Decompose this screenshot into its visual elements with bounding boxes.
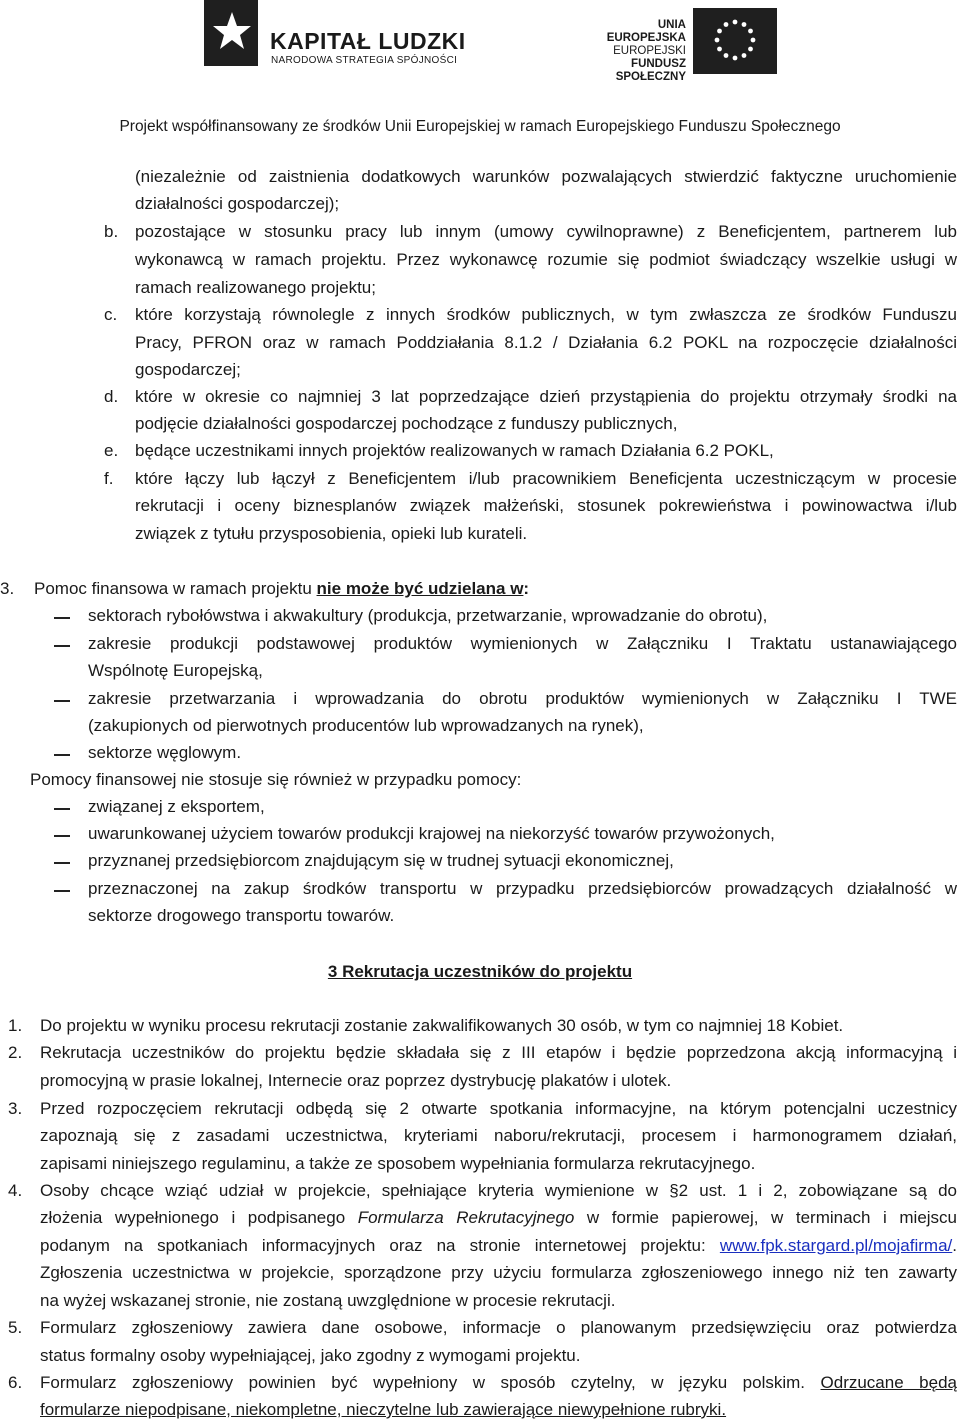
- cofinancing-banner: Projekt współfinansowany ze środków Unii Europejskiej w ramach Europejskiego Funduszu Społecznego: [119, 118, 841, 135]
- text-span: złożenia wypełnionego i podpisanego: [40, 1208, 346, 1227]
- text-line: Osoby chcące wziąć udział w projekcie, spełniające kryteria wymienione w §2 ust. 1 i 2, zobowiązane są do: [40, 1181, 957, 1200]
- text-line: Przed rozpoczęciem rekrutacji odbędą się 2 otwarte spotkania informacyjne, na którym potencjalni uczestnicy: [40, 1099, 957, 1118]
- text-line: status formalny osoby wypełniającej, jako zgodny z wymogami projektu.: [40, 1346, 581, 1365]
- text-line: formularze niepodpisane, niekompletne, nieczytelne lub zawierające niewypełnione rubryki.: [40, 1400, 727, 1419]
- eu-line-2: EUROPEJSKI: [613, 45, 686, 57]
- text-line: działalności gospodarczej);: [135, 194, 340, 213]
- text-line: uwarunkowanej użyciem towarów produkcji krajowej na niekorzyść towarów przywożonych,: [88, 824, 775, 843]
- dash-bullet: [54, 890, 70, 892]
- text-line: Zgłoszenia uczestnictwa w projekcie, sporządzone przy użyciu formularza zgłoszeniowego innego niż ten zawarty: [40, 1263, 957, 1282]
- list-label: f.: [104, 469, 114, 488]
- text-line: przyznanej przedsiębiorcom znajdującym się w trudnej sytuacji ekonomicznej,: [88, 851, 674, 870]
- text-line: promocyjną w prasie lokalnej, Internecie oraz poprzez dystrybucję plakatów i ulotek.: [40, 1071, 672, 1090]
- text-line: Do projektu w wyniku procesu rekrutacji zostanie zakwalifikowanych 30 osób, w tym co najmniej 18 Kobiet.: [40, 1016, 844, 1035]
- text-line: będące uczestnikami innych projektów realizowanych w ramach Działania 6.2 POKL,: [135, 441, 774, 460]
- text-line: podjęcie działalności gospodarczej pochodzące z funduszy publicznych,: [135, 414, 678, 433]
- text-line: które łączy lub łączył z Beneficjentem i/lub pracownikiem Beneficjenta uczestniczącym w procesie: [135, 469, 957, 488]
- list-label: b.: [104, 222, 119, 241]
- list-label: e.: [104, 441, 119, 460]
- dash-bullet: [54, 645, 70, 647]
- emphasis-span: Odrzucane będą: [820, 1373, 957, 1392]
- text-line: ramach realizowanego projektu;: [135, 278, 376, 297]
- text-line: na wyżej wskazanej stronie, nie zostaną uwzględnione w procesie rekrutacji.: [40, 1291, 616, 1310]
- kapital-ludzki-subtitle: NARODOWA STRATEGIA SPÓJNOŚCI: [271, 55, 458, 66]
- text-line: [40, 1373, 957, 1393]
- text-line: Wspólnotę Europejską,: [88, 661, 263, 680]
- emphasis-span: nie może być udzielana w: [316, 579, 524, 598]
- text-line: zapisami niniejszego regulaminu, a także ze sposobem wypełniania formularza rekrutacyjnego.: [40, 1154, 756, 1173]
- text-span: w formie papierowej, w terminach i miejscu: [586, 1208, 958, 1227]
- text-line: Rekrutacja uczestników do projektu będzie składała się z III etapów i będzie poprzedzona akcją informacyjną i: [40, 1043, 957, 1062]
- text-span: Pomoc finansowa w ramach projektu: [34, 579, 312, 598]
- text-line: Formularz zgłoszeniowy zawiera dane osobowe, informacje o planowanym przedsięwzięciu oraz potwierdza: [40, 1318, 957, 1337]
- text-line: zakresie przetwarzania i wprowadzania do obrotu produktów wymienionych w Załączniku I TWE: [88, 689, 957, 708]
- text-line: związek z tytułu przysposobienia, opieki lub kurateli.: [135, 524, 528, 543]
- eu-logo-text: [584, 19, 686, 84]
- dash-bullet: [54, 862, 70, 864]
- text-line: sektorach rybołówstwa i akwakultury (produkcja, przetwarzanie, wprowadzanie do obrotu),: [88, 606, 768, 625]
- list-number: 2.: [8, 1043, 23, 1062]
- list-number: 6.: [8, 1373, 23, 1392]
- text-span: podanym na spotkaniach informacyjnych oraz na stronie internetowej projektu:: [40, 1236, 706, 1255]
- text-line: które korzystają równolegle z innych środków publicznych, w tym zwłaszcza ze środków Funduszu: [135, 305, 957, 324]
- text-line: zapoznają się z zasadami uczestnictwa, kryteriami naboru/rekrutacji, procesem i harmonogramem działań,: [40, 1126, 957, 1145]
- list-number: 4.: [8, 1181, 23, 1200]
- dash-bullet: [54, 754, 70, 756]
- text-line: sektorze węglowym.: [88, 743, 242, 762]
- project-website-link[interactable]: www.fpk.stargard.pl/mojafirma/: [719, 1236, 953, 1255]
- dash-bullet: [54, 617, 70, 619]
- dash-bullet: [54, 835, 70, 837]
- dash-bullet: [54, 808, 70, 810]
- text-line: zakresie produkcji podstawowej produktów wymienionych w Załączniku I Traktatu ustanawiającego: [88, 634, 957, 653]
- kapital-ludzki-title: KAPITAŁ LUDZKI: [270, 28, 466, 54]
- text-line: (niezależnie od zaistnienia dodatkowych warunków pozwalających stwierdzić faktyczne uruchomienie: [135, 167, 957, 186]
- text-span: :: [523, 579, 530, 598]
- list-label: c.: [104, 305, 118, 324]
- text-line: (zakupionych od pierwotnych producentów lub wprowadzanych na rynek),: [88, 716, 644, 735]
- point-3-text: [34, 579, 529, 599]
- list-number: 5.: [8, 1318, 23, 1337]
- text-line: pozostające w stosunku pracy lub innym (umowy cywilnoprawne) z Beneficjentem, partnerem lub: [135, 222, 957, 241]
- text-span: Formularz zgłoszeniowy powinien być wypełniony w sposób czytelny, w języku polskim.: [40, 1373, 806, 1392]
- eu-line-3: FUNDUSZ SPOŁECZNY: [615, 58, 686, 83]
- dash-bullet: [54, 700, 70, 702]
- text-line: [40, 1236, 957, 1256]
- text-line: gospodarczej;: [135, 360, 241, 379]
- text-line: które w okresie co najmniej 3 lat poprzedzające dzień przystąpienia do projektu otrzymały środki na: [135, 387, 957, 406]
- text-line: sektorze drogowego transportu towarów.: [88, 906, 395, 925]
- text-line: rekrutacji i oceny biznesplanów związek małżeński, stosunek pokrewieństwa i powinowactwa i/lub: [135, 496, 957, 515]
- point-number: 3.: [0, 579, 15, 598]
- eu-flag-icon: [693, 8, 777, 74]
- page-header: [0, 0, 960, 140]
- list-label: d.: [104, 387, 119, 406]
- list-number: 3.: [8, 1099, 23, 1118]
- kapital-ludzki-logo: [204, 0, 258, 66]
- text-line: wykonawcą w ramach projektu. Przez wykonawcę rozumie się podmiot świadczący wszelkie usługi w: [135, 250, 957, 269]
- text-line: Pomocy finansowej nie stosuje się również w przypadku pomocy:: [30, 770, 522, 789]
- text-line: związanej z eksportem,: [88, 797, 265, 816]
- text-span: .: [952, 1236, 957, 1255]
- list-number: 1.: [8, 1016, 23, 1035]
- text-line: Pracy, PFRON oraz w ramach Poddziałania 8.1.2 / Działania 6.2 POKL na rozpoczęcie działalności: [135, 333, 957, 352]
- text-line: [40, 1208, 957, 1228]
- form-name: Formularza Rekrutacyjnego: [357, 1208, 575, 1227]
- eu-line-1: UNIA EUROPEJSKA: [606, 19, 686, 44]
- section-heading: 3 Rekrutacja uczestników do projektu: [327, 962, 633, 981]
- text-line: przeznaczonej na zakup środków transportu w przypadku przedsiębiorców prowadzących działalność w: [88, 879, 957, 898]
